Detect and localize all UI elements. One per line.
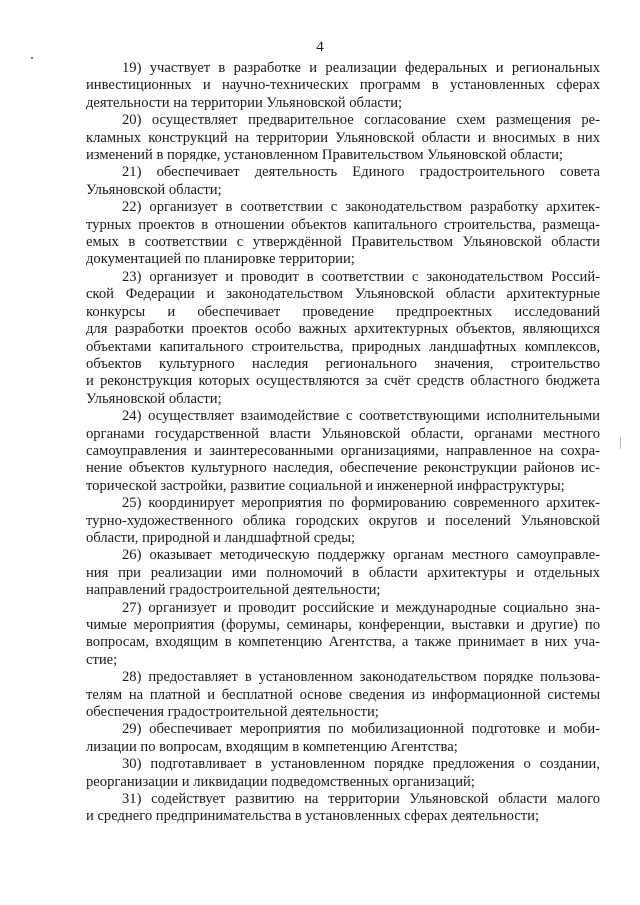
paragraph-p30 (86, 756, 600, 791)
text-line: обеспечения градостроительной деятельности; (86, 704, 379, 721)
paragraph-p19 (86, 60, 600, 112)
text-line: органами государственной власти Ульяновской области, органами местного (86, 425, 600, 442)
paragraph-p26 (86, 547, 600, 599)
text-line: и среднего предпринимательства в установленных сферах деятельности; (86, 808, 540, 825)
text-line: ния при реализации ими полномочий в области архитектуры и отдельных (86, 564, 600, 581)
text-line: 31) содействует развитию на территории Ульяновской области малого (122, 791, 600, 808)
text-line: 26) оказывает методическую поддержку органам местного самоуправле- (122, 547, 600, 564)
paragraph-p27 (86, 600, 600, 670)
text-line: чимые мероприятия (форумы, семинары, конференции, выставки и другие) по (86, 617, 600, 633)
text-line: объектов культурного наследия регионального значения, строительство (86, 355, 600, 372)
text-line: 27) организует и проводит российские и международные социально зна- (122, 599, 600, 616)
text-line: нение объектов культурного наследия, обеспечение реконструкции районов ис- (86, 460, 600, 477)
text-line: объектами капитального строительства, природных ландшафтных комплексов, (86, 338, 600, 355)
text-line: 30) подготавливает в установленном порядке предложения о создании, (122, 756, 600, 773)
text-line: лизации по вопросам, входящим в компетенцию Агентства; (86, 738, 458, 755)
text-line: изменений в порядке, установленном Правительством Ульяновской области; (86, 147, 563, 164)
text-line: для разработки проектов особо важных архитектурных объектов, являющихся (86, 321, 600, 338)
text-line: 23) организует и проводит в соответствии с законодательством Россий- (122, 268, 600, 285)
text-line: 22) организует в соответствии с законодательством разработку архитек- (122, 199, 600, 216)
text-line: торической застройки, развитие социальной и инженерной инфраструктуры; (86, 477, 565, 494)
text-line: документацией по планировке территории; (86, 251, 355, 268)
text-line: емых в соответствии с утверждённой Правительством Ульяновской области (86, 234, 600, 251)
scan-speck (620, 437, 621, 449)
paragraph-p21 (86, 164, 600, 199)
page-number: 4 (316, 39, 324, 55)
scan-speck (31, 57, 33, 59)
paragraph-p28 (86, 669, 600, 721)
text-line: кламных конструкций на территории Ульяновской области и вносимых в них (86, 129, 600, 146)
text-line: 28) предоставляет в установленном законодательством порядке пользова- (122, 669, 600, 686)
text-line: деятельности на территории Ульяновской области; (86, 94, 403, 111)
text-line: реорганизации и ликвидации подведомственных организаций; (86, 773, 475, 790)
text-line: самоуправления и заинтересованными организациями, направленное на сохра- (86, 442, 600, 459)
paragraph-p24 (86, 408, 600, 495)
paragraph-p22 (86, 199, 600, 269)
text-line: 19) участвует в разработке и реализации федеральных и региональных (122, 60, 600, 76)
text-line: и реконструкция которых осуществляются за счёт средств областного бюджета (86, 373, 600, 390)
paragraph-p29 (86, 721, 600, 756)
text-line: Ульяновской области; (86, 181, 222, 198)
text-line: области, природной и ландшафтной среды; (86, 529, 356, 546)
text-line: стие; (86, 651, 118, 668)
text-line: конкурсы и обеспечивает проведение предпроектных исследований (86, 303, 600, 320)
text-line: турных проектов в отношении объектов капитального строительства, размеща- (86, 216, 600, 233)
text-line: Ульяновской области; (86, 390, 222, 407)
text-line: направлений градостроительной деятельности; (86, 582, 381, 599)
paragraph-p23 (86, 269, 600, 408)
text-line: телям на платной и бесплатной основе сведения из информационной системы (86, 686, 600, 703)
text-line: 24) осуществляет взаимодействие с соответствующими исполнительными (122, 408, 600, 425)
text-line: турно-художественного облика городских округов и поселений Ульяновской (86, 512, 600, 529)
text-line: 25) координирует мероприятия по формированию современного архитек- (122, 495, 600, 512)
text-line: 21) обеспечивает деятельность Единого градостроительного совета (122, 164, 600, 181)
text-line: 29) обеспечивает мероприятия по мобилизационной подготовке и моби- (122, 721, 600, 738)
paragraph-p25 (86, 495, 600, 547)
text-line: инвестиционных и научно-технических программ в установленных сферах (86, 77, 600, 94)
paragraph-p20 (86, 112, 600, 164)
text-line: вопросам, входящим в компетенцию Агентства, а также принимает в них уча- (86, 634, 600, 651)
document-body (86, 60, 600, 826)
text-line: ской Федерации и законодательством Ульяновской области архитектурные (86, 286, 600, 303)
text-line: 20) осуществляет предварительное согласование схем размещения ре- (122, 112, 600, 129)
paragraph-p31 (86, 791, 600, 826)
